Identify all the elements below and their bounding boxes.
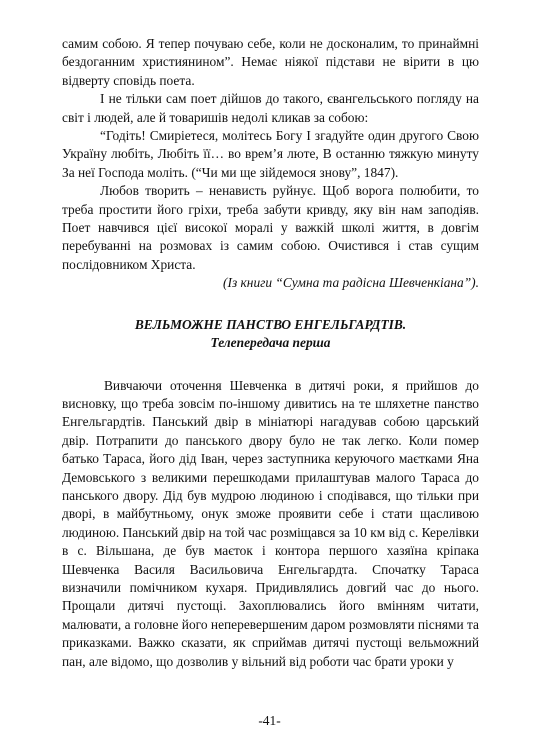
paragraph-love: Любов творить – ненависть руйнує. Щоб ворога полюбити, то треба простити його гріхи, треба забути кривду, яку він нам заподіяв. Поет навчився цієї високої моралі у важкій школі життя, в довгім перебуванні на розмовах із самим собою. Очистився і став сущим послідовником Христа. — [62, 183, 479, 272]
poem-quote: “Годіть! Смиріетеся, молітесь Богу І згадуйте один другого Свою Україну любіть, Любіть її… во врем’я люте, В останню тяжкую минуту За неї Господа моліть. (“Чи ми ще зійдемося знову”, 1847). — [62, 128, 479, 180]
paragraph-engelhardt: Вивчаючи оточення Шевченка в дитячі роки, я прийшов до висновку, що треба зовсім по-іншому дивитись на те шляхетне панство Енгельгардтів. Панський двір в мініатюрі нагадував собою царський двір. Потрапити до панського двору було не так легко. Коли помер батько Тараса, його дід Іван, через заступника керуючого маєтками Яна Демовського з великими перешкодами прилаштував малого Тараса до панського двору. Дід був мудрою людиною і сподівався, що тільки при дворі, в майбутньому, онук зможе проявити себе і стати щасливою людиною. Панський двір на той час розміщався за 10 км від с. Керелівки в с. Вільшана, де був маєток і контора першого хазяїна кріпака Шевченка Василя Васильовича Енгельгардта. Спочатку Тараса визначили помічником кухаря. Придивлялись довгий час до нього. Прощали дитячі пустощі. Захоплювались його вмінням читати, малювати, а головне його неперевершеним даром розмовляти піснями та приказками. Важко сказати, як сприймав дитячі пустощі вельможний пан, але відомо, що дозволив у вільний від роботи час брати уроки у — [62, 377, 479, 669]
paragraph-gospel-view: І не тільки сам поет дійшов до такого, євангельського погляду на світ і людей, але й товаришів недолі кликав за собою: — [62, 91, 479, 125]
page-number: -41- — [258, 713, 281, 728]
page-text — [62, 35, 479, 671]
chapter-subtitle: Телепередача перша — [210, 335, 331, 351]
chapter-title: ВЕЛЬМОЖНЕ ПАНСТВО ЕНГЕЛЬГАРДТІВ. — [134, 316, 407, 332]
source-citation: (Із книги “Сумна та радісна Шевченкіана”). — [223, 275, 479, 291]
paragraph-continuation: самим собою. Я тепер почуваю себе, коли не досконалим, то принаймні бездоганним християнином”. Немає ніякої підстави не вірити в цю відверту сповідь поета. — [62, 36, 479, 88]
